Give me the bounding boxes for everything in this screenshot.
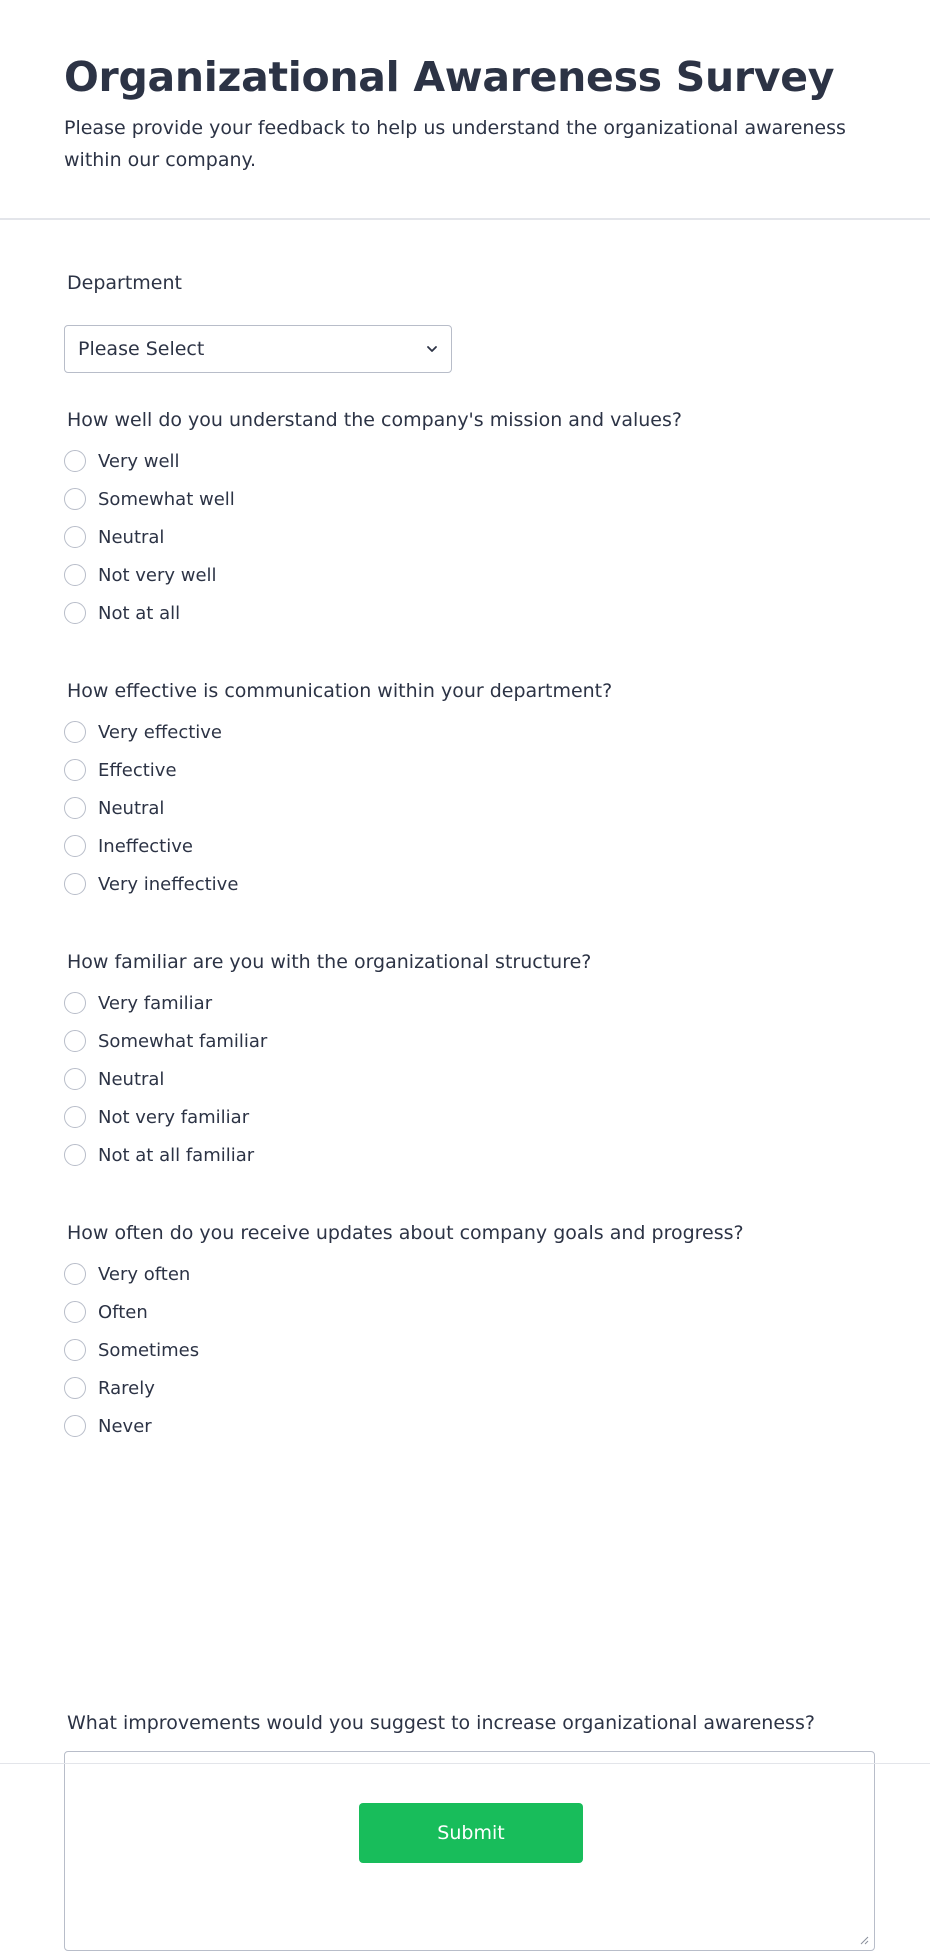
radio-option[interactable] xyxy=(64,984,874,1022)
radio-option[interactable] xyxy=(64,518,874,556)
radio-option-label: Very ineffective xyxy=(98,873,239,895)
radio-button[interactable] xyxy=(64,1263,86,1285)
radio-option[interactable] xyxy=(64,1369,874,1407)
radio-button[interactable] xyxy=(64,835,86,857)
radio-group xyxy=(64,1255,874,1445)
page-subtitle: Please provide your feedback to help us understand the organizational awareness within our company. xyxy=(64,117,846,171)
radio-option-label: Rarely xyxy=(98,1377,155,1399)
radio-option[interactable] xyxy=(64,1098,874,1136)
radio-option-label: Somewhat well xyxy=(98,488,235,510)
radio-option-label: Effective xyxy=(98,759,177,781)
radio-option-label: Neutral xyxy=(98,526,165,548)
radio-option-label: Not very familiar xyxy=(98,1106,250,1128)
radio-group xyxy=(64,713,874,903)
radio-button[interactable] xyxy=(64,602,86,624)
resize-grip-icon[interactable] xyxy=(859,1935,869,1945)
radio-button[interactable] xyxy=(64,797,86,819)
radio-option-label: Very well xyxy=(98,450,180,472)
radio-button[interactable] xyxy=(64,759,86,781)
radio-option[interactable] xyxy=(64,1136,874,1174)
radio-option-label: Sometimes xyxy=(98,1339,200,1361)
radio-option[interactable] xyxy=(64,1407,874,1445)
radio-option[interactable] xyxy=(64,480,874,518)
question-department-communication xyxy=(64,678,874,903)
department-label: Department xyxy=(67,272,182,294)
radio-button[interactable] xyxy=(64,1339,86,1361)
radio-button[interactable] xyxy=(64,450,86,472)
form-header xyxy=(0,0,930,220)
chevron-down-icon xyxy=(425,342,439,356)
question-mission-values xyxy=(64,407,874,632)
radio-option[interactable] xyxy=(64,1255,874,1293)
radio-option[interactable] xyxy=(64,827,874,865)
radio-button[interactable] xyxy=(64,1377,86,1399)
form-footer xyxy=(0,1763,930,1912)
radio-button[interactable] xyxy=(64,721,86,743)
question-label: How effective is communication within your department? xyxy=(67,680,613,702)
radio-button[interactable] xyxy=(64,526,86,548)
radio-button[interactable] xyxy=(64,488,86,510)
radio-option-label: Never xyxy=(98,1415,152,1437)
radio-option-label: Very effective xyxy=(98,721,222,743)
radio-button[interactable] xyxy=(64,1144,86,1166)
radio-option[interactable] xyxy=(64,1060,874,1098)
radio-option[interactable] xyxy=(64,556,874,594)
radio-button[interactable] xyxy=(64,992,86,1014)
submit-button[interactable]: Submit xyxy=(359,1803,583,1863)
improvements-label: What improvements would you suggest to increase organizational awareness? xyxy=(67,1712,815,1734)
question-label: How familiar are you with the organizational structure? xyxy=(67,951,592,973)
question-organizational-structure xyxy=(64,949,874,1174)
question-goal-updates xyxy=(64,1220,874,1445)
department-select[interactable] xyxy=(64,325,452,373)
radio-button[interactable] xyxy=(64,1030,86,1052)
radio-option[interactable] xyxy=(64,442,874,480)
radio-option[interactable] xyxy=(64,865,874,903)
radio-option-label: Neutral xyxy=(98,797,165,819)
question-label: How often do you receive updates about company goals and progress? xyxy=(67,1222,744,1244)
radio-option-label: Ineffective xyxy=(98,835,193,857)
radio-option[interactable] xyxy=(64,1331,874,1369)
radio-option[interactable] xyxy=(64,1022,874,1060)
radio-button[interactable] xyxy=(64,1415,86,1437)
page-title: Organizational Awareness Survey xyxy=(64,53,835,101)
radio-button[interactable] xyxy=(64,564,86,586)
radio-group xyxy=(64,442,874,632)
radio-group xyxy=(64,984,874,1174)
radio-option[interactable] xyxy=(64,789,874,827)
radio-button[interactable] xyxy=(64,873,86,895)
radio-button[interactable] xyxy=(64,1301,86,1323)
radio-button[interactable] xyxy=(64,1106,86,1128)
radio-option-label: Often xyxy=(98,1301,148,1323)
radio-option-label: Not very well xyxy=(98,564,217,586)
radio-option[interactable] xyxy=(64,751,874,789)
improvements-field xyxy=(64,1710,874,1736)
radio-option-label: Neutral xyxy=(98,1068,165,1090)
radio-option-label: Not at all xyxy=(98,602,181,624)
department-select-value: Please Select xyxy=(78,338,205,360)
radio-option-label: Somewhat familiar xyxy=(98,1030,268,1052)
radio-option-label: Not at all familiar xyxy=(98,1144,255,1166)
radio-option-label: Very familiar xyxy=(98,992,213,1014)
radio-option-label: Very often xyxy=(98,1263,191,1285)
radio-button[interactable] xyxy=(64,1068,86,1090)
radio-option[interactable] xyxy=(64,594,874,632)
radio-option[interactable] xyxy=(64,713,874,751)
question-label: How well do you understand the company's mission and values? xyxy=(67,409,682,431)
radio-option[interactable] xyxy=(64,1293,874,1331)
department-field xyxy=(64,270,874,360)
